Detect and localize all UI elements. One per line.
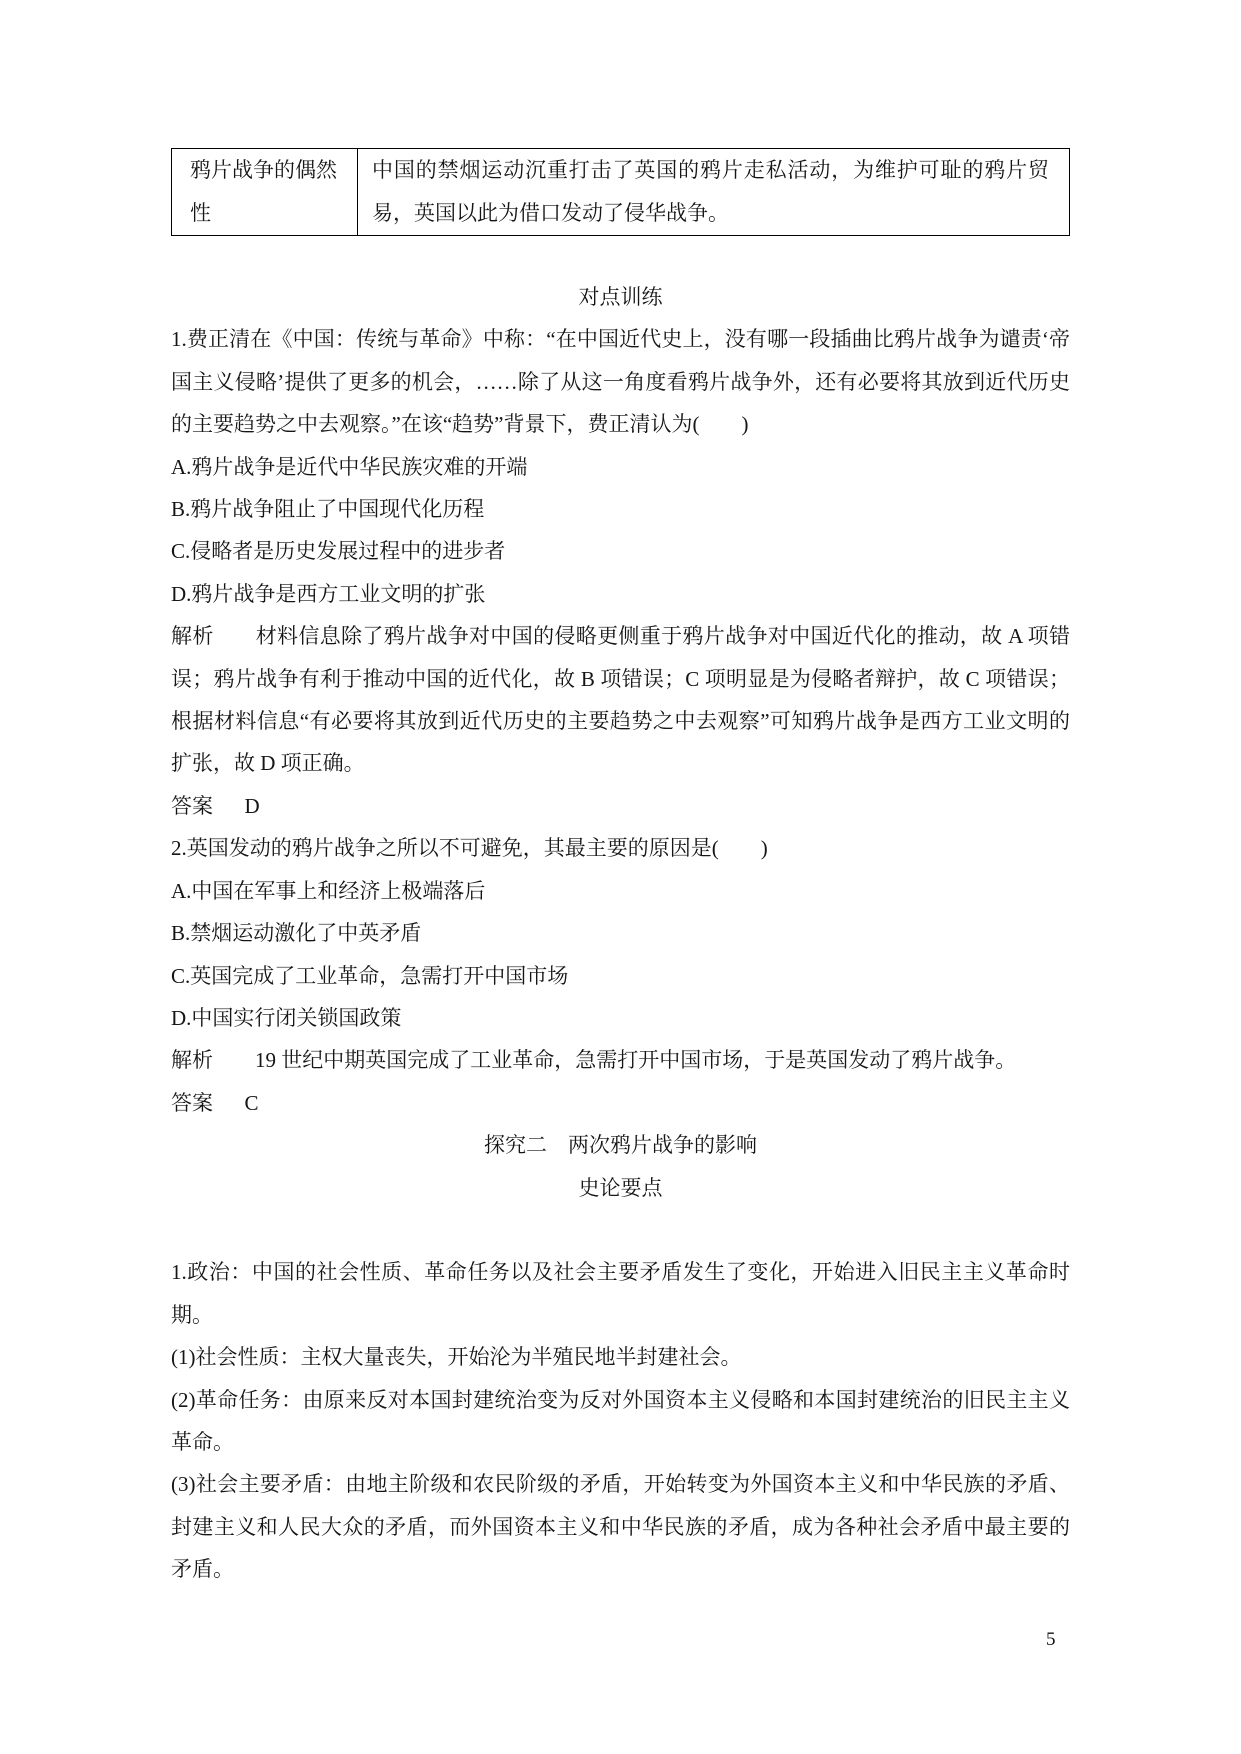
question-1-analysis (171, 615, 1070, 785)
answer-label: 答案 (171, 793, 213, 818)
answer-label: 答案 (171, 1090, 213, 1115)
analysis-text: 材料信息除了鸦片战争对中国的侵略更侧重于鸦片战争对中国近代化的推动，故 A 项错误；鸦片战争有利于推动中国的近代化，故 B 项错误；C 项明显是为侵略者辩护，故 C 项错误；根据材料信息“有必要将其放到近代历史的主要趋势之中去观察”可知鸦片战争是西方工业文明的扩张，故 D 项正确。 (171, 624, 1071, 776)
question-1-option-b: B.鸦片战争阻止了中国现代化历程 (171, 497, 485, 522)
analysis-label: 解析 (171, 1048, 213, 1073)
analysis-text: 19 世纪中期英国完成了工业革命，急需打开中国市场，于是英国发动了鸦片战争。 (255, 1048, 1017, 1073)
question-1-option-a: A.鸦片战争是近代中华民族灾难的开端 (171, 454, 528, 479)
table-cell-description: 中国的禁烟运动沉重打击了英国的鸦片走私活动，为维护可耻的鸦片贸易，英国以此为借口发动了侵华战争。 (358, 149, 1070, 236)
section-subheading-shilunyaodian: 史论要点 (578, 1175, 663, 1200)
question-1-option-c: C.侵略者是历史发展过程中的进步者 (171, 539, 506, 564)
table-row (172, 149, 1070, 236)
point-politics: 1.政治：中国的社会性质、革命任务以及社会主要矛盾发生了变化，开始进入旧民主主义革命时期。 (171, 1260, 1070, 1327)
page-number: 5 (1046, 1629, 1056, 1650)
point-revolution-task: (2)革命任务：由原来反对本国封建统治变为反对外国资本主义侵略和本国封建统治的旧民主主义革命。 (171, 1387, 1070, 1454)
question-2-analysis (171, 1039, 1070, 1081)
question-2-option-c: C.英国完成了工业革命，急需打开中国市场 (171, 963, 569, 988)
point-main-contradiction: (3)社会主要矛盾：由地主阶级和农民阶级的矛盾，开始转变为外国资本主义和中华民族的矛盾、封建主义和人民大众的矛盾，而外国资本主义和中华民族的矛盾，成为各种社会矛盾中最主要的矛盾。 (171, 1472, 1070, 1582)
question-2-option-d: D.中国实行闭关锁国政策 (171, 1005, 402, 1030)
question-2-answer (171, 1082, 1070, 1124)
question-2-option-b: B.禁烟运动激化了中英矛盾 (171, 921, 422, 946)
section-heading-duidianxunlian: 对点训练 (578, 285, 663, 309)
question-2-stem: 2.英国发动的鸦片战争之所以不可避免，其最主要的原因是( ) (171, 836, 768, 861)
question-2-option-a: A.中国在军事上和经济上极端落后 (171, 878, 486, 903)
answer-value: D (244, 793, 260, 818)
point-social-nature: (1)社会性质：主权大量丧失，开始沦为半殖民地半封建社会。 (171, 1345, 742, 1370)
section-heading-tanjiu-2: 探究二 两次鸦片战争的影响 (484, 1133, 757, 1158)
table-cell-term: 鸦片战争的偶然性 (172, 149, 358, 236)
summary-table (171, 148, 1070, 236)
answer-value: C (244, 1090, 259, 1115)
question-1-answer (171, 785, 1070, 827)
page-content (171, 148, 1070, 1591)
question-1-stem: 1.费正清在《中国：传统与革命》中称：“在中国近代史上，没有哪一段插曲比鸦片战争为谴责‘帝国主义侵略’提供了更多的机会，……除了从这一角度看鸦片战争外，还有必要将其放到近代历史的主要趋势之中去观察。”在该“趋势”背景下，费正清认为( ) (171, 327, 1070, 437)
analysis-label: 解析 (171, 624, 214, 649)
question-1-option-d: D.鸦片战争是西方工业文明的扩张 (171, 581, 486, 606)
